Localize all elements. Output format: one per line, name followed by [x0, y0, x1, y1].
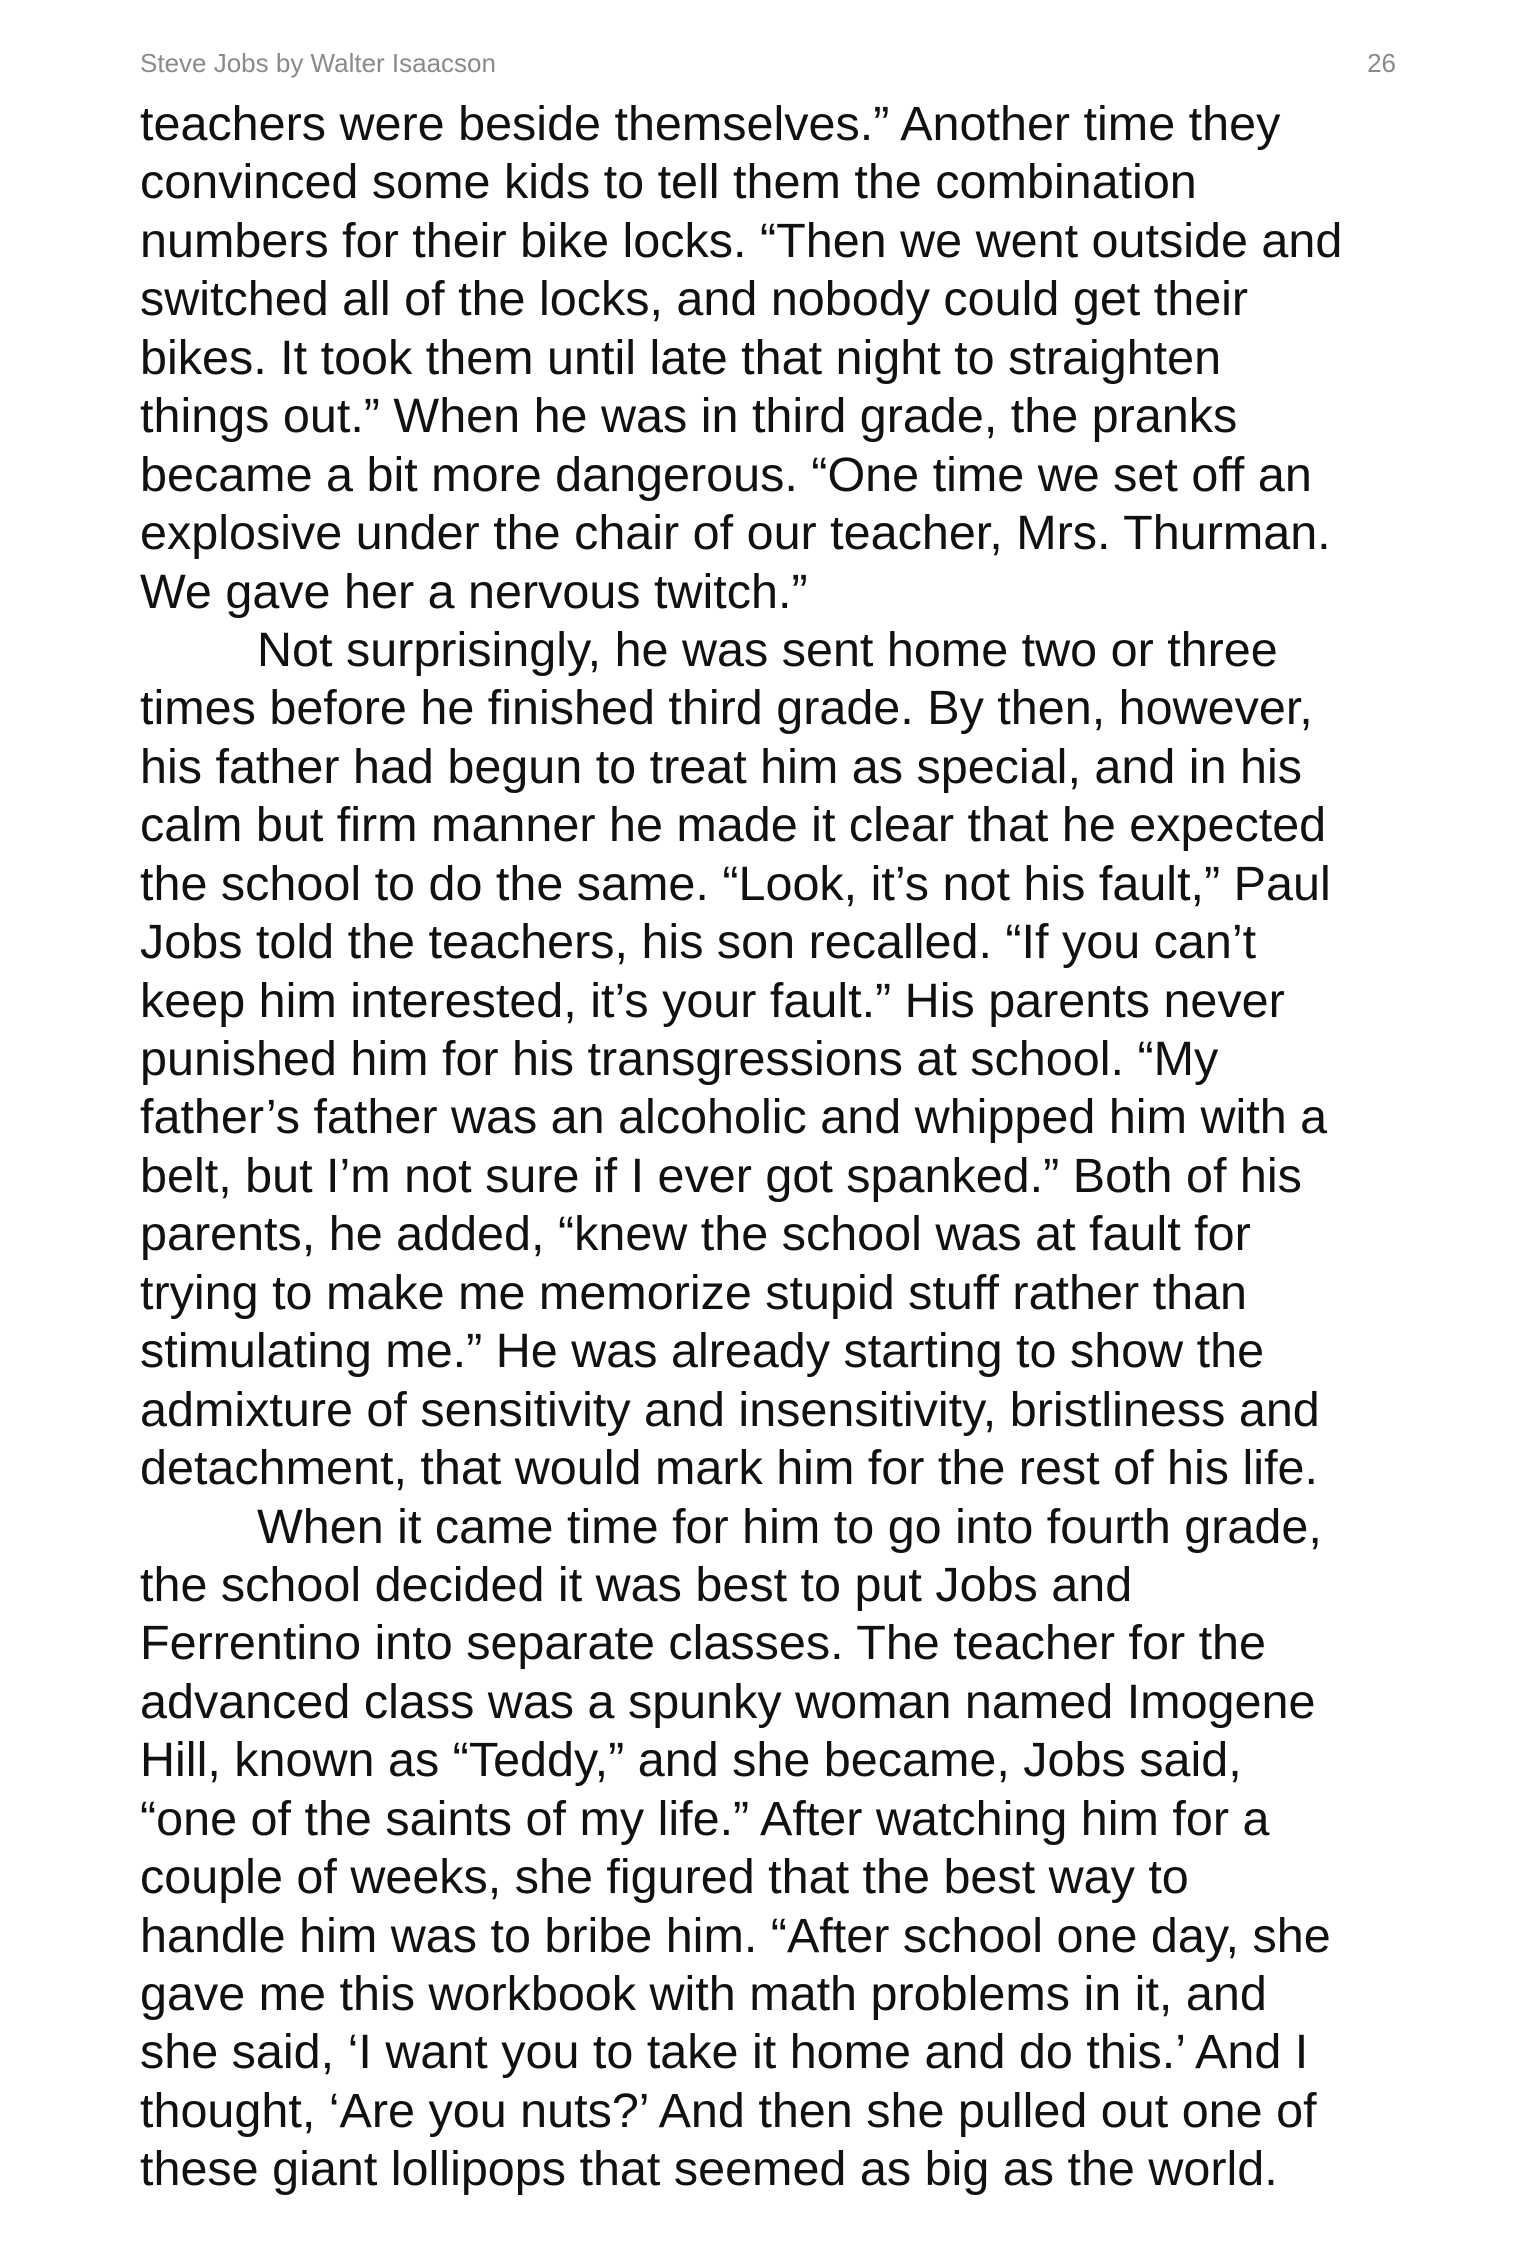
text-line: Not surprisingly, he was sent home two or three — [257, 622, 1278, 677]
text-line: handle him was to bribe him. “After school one day, she — [140, 1908, 1331, 1963]
book-title: Steve Jobs by Walter Isaacson — [140, 48, 496, 78]
text-line: his father had begun to treat him as special, and in his — [140, 739, 1303, 794]
text-line: gave me this workbook with math problems in it, and — [140, 1967, 1267, 2021]
text-line: calm but firm manner he made it clear that he expected — [140, 798, 1327, 853]
text-line: When it came time for him to go into fourth grade, — [257, 1499, 1322, 1554]
text-line: explosive under the chair of our teacher, Mrs. Thurman. — [140, 506, 1331, 561]
text-line: Hill, known as “Teddy,” and she became, Jobs said, — [140, 1733, 1242, 1788]
text-line: father’s father was an alcoholic and whipped him with a — [140, 1090, 1328, 1145]
text-line: belt, but I’m not sure if I ever got spanked.” Both of his — [140, 1148, 1302, 1203]
text-line: convinced some kids to tell them the combination — [140, 155, 1197, 210]
text-line: “one of the saints of my life.” After watching him for a — [140, 1791, 1270, 1846]
text-line: admixture of sensitivity and insensitivity, bristliness and — [140, 1382, 1320, 1437]
page-number: 26 — [1367, 48, 1396, 78]
text-line: the school to do the same. “Look, it’s not his fault,” Paul — [140, 856, 1331, 911]
text-line: numbers for their bike locks. “Then we went outside and — [140, 213, 1343, 268]
text-line: she said, ‘I want you to take it home and do this.’ And I — [140, 2025, 1309, 2080]
text-line: stimulating me.” He was already starting to show the — [140, 1324, 1265, 1379]
text-line: Jobs told the teachers, his son recalled. “If you can’t — [140, 915, 1257, 970]
text-line: the school decided it was best to put Jobs and — [140, 1557, 1133, 1612]
text-line: these giant lollipops that seemed as big as the world. — [140, 2142, 1278, 2197]
text-line: We gave her a nervous twitch.” — [140, 564, 808, 619]
text-line: keep him interested, it’s your fault.” His parents never — [140, 973, 1285, 1028]
text-line: teachers were beside themselves.” Another time they — [140, 97, 1281, 151]
text-line: Ferrentino into separate classes. The teacher for the — [140, 1616, 1266, 1671]
running-header — [140, 48, 1396, 82]
text-line: times before he finished third grade. By then, however, — [140, 681, 1313, 736]
text-line: advanced class was a spunky woman named Imogene — [140, 1674, 1316, 1729]
text-line: couple of weeks, she figured that the best way to — [140, 1850, 1189, 1905]
text-line: became a bit more dangerous. “One time we set off an — [140, 447, 1312, 502]
text-line: thought, ‘Are you nuts?’ And then she pulled out one of — [140, 2083, 1317, 2138]
text-line: switched all of the locks, and nobody could get their — [140, 272, 1249, 327]
text-line: things out.” When he was in third grade, the pranks — [140, 389, 1238, 444]
text-line: parents, he added, “knew the school was at fault for — [140, 1207, 1251, 1262]
body-text — [140, 95, 1400, 2199]
text-line: detachment, that would mark him for the rest of his life. — [140, 1441, 1318, 1496]
text-line: punished him for his transgressions at school. “My — [140, 1032, 1219, 1086]
text-line: trying to make me memorize stupid stuff rather than — [140, 1265, 1247, 1320]
text-line: bikes. It took them until late that night to straighten — [140, 330, 1222, 385]
